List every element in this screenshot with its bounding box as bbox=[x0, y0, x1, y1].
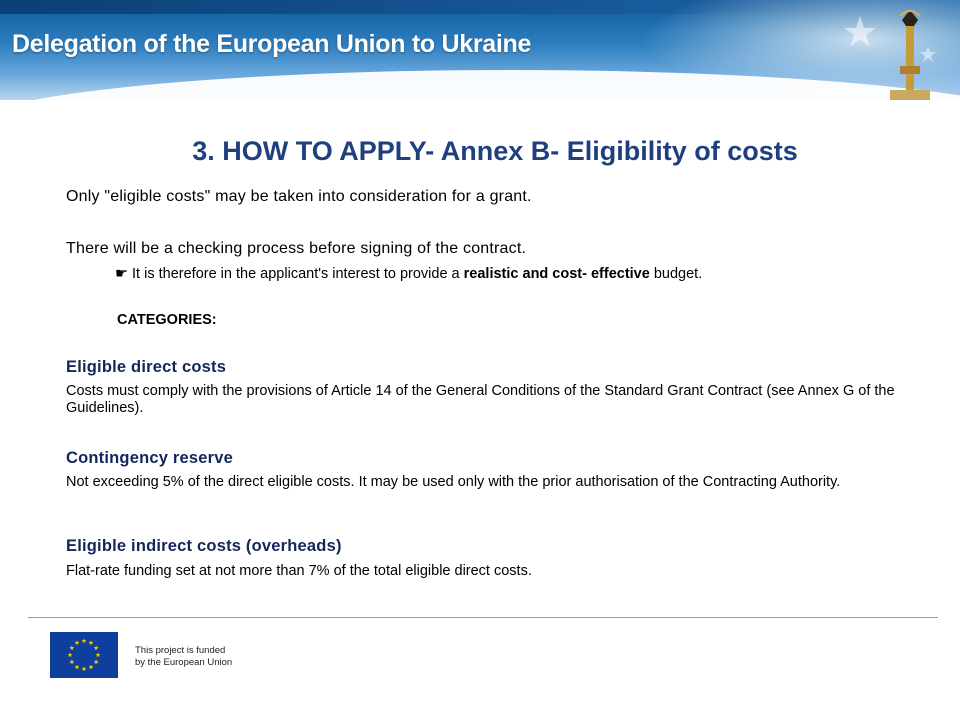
intro-text: Only "eligible costs" may be taken into consideration for a grant. bbox=[66, 188, 532, 205]
independence-monument-image bbox=[840, 6, 950, 100]
slide-title: 3. HOW TO APPLY- Annex B- Eligibility of costs bbox=[192, 136, 798, 166]
funding-note-line1: This project is funded bbox=[135, 645, 226, 656]
section-heading-indirect-costs: Eligible indirect costs (overheads) bbox=[66, 537, 342, 555]
bullet-item bbox=[115, 266, 702, 282]
eu-flag-icon bbox=[50, 632, 118, 678]
section-text-contingency: Not exceeding 5% of the direct eligible costs. It may be used only with the prior authorisation of the Contracting Authority. bbox=[66, 474, 841, 490]
header-banner bbox=[0, 0, 960, 100]
funding-note bbox=[135, 645, 315, 669]
header-title: Delegation of the European Union to Ukraine bbox=[12, 30, 532, 58]
bullet-text-before: It is therefore in the applicant's interest to provide a bbox=[132, 266, 464, 282]
bullet-text-bold: realistic and cost- effective bbox=[463, 266, 650, 282]
categories-label: CATEGORIES: bbox=[117, 312, 217, 328]
checking-text: There will be a checking process before signing of the contract. bbox=[66, 240, 527, 257]
bullet-text-after: budget. bbox=[649, 266, 703, 282]
funding-note-line2: by the European Union bbox=[135, 657, 233, 668]
section-text-indirect-costs: Flat-rate funding set at not more than 7% of the total eligible direct costs. bbox=[66, 563, 532, 579]
hand-pointer-icon: ☛ bbox=[115, 266, 128, 282]
section-heading-contingency: Contingency reserve bbox=[66, 449, 234, 467]
footer-divider bbox=[28, 617, 938, 618]
section-heading-direct-costs: Eligible direct costs bbox=[66, 358, 227, 376]
section-text-direct-costs: Costs must comply with the provisions of Article 14 of the General Conditions of the Standard Grant Contract (see Annex G of the Guidelines). bbox=[66, 383, 895, 416]
